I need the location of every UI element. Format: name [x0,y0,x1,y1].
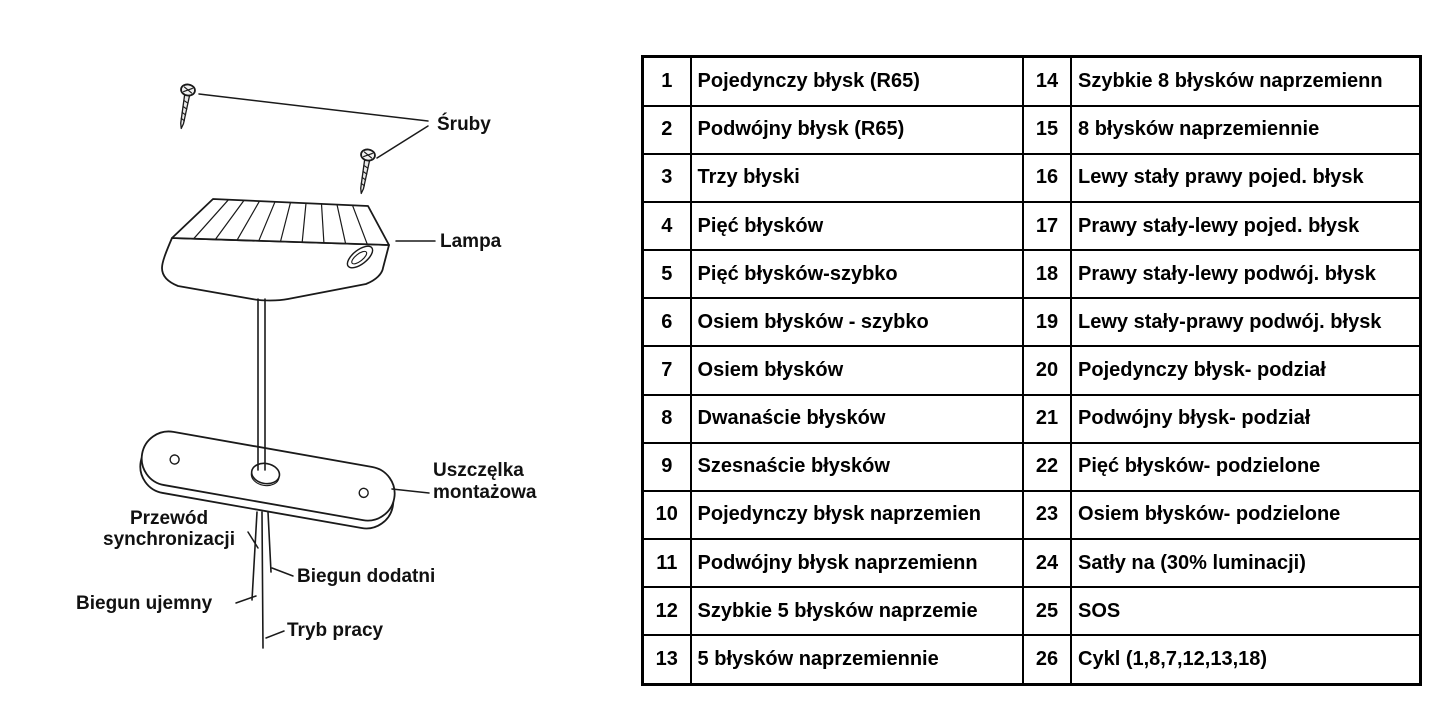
table-row [643,539,1421,587]
table-row [643,587,1421,635]
table-cell-num_right: 14 [1023,57,1071,106]
label-positive-pole: Biegun dodatni [297,566,436,587]
table-cell-num_left: 1 [643,57,691,106]
table-cell-desc_left: Pojedynczy błysk naprzemien [691,491,1023,539]
table-cell-num_left: 11 [643,539,691,587]
label-gasket-line2: montażowa [433,482,537,503]
table-cell-desc_left: 5 błysków naprzemiennie [691,635,1023,684]
table-row [643,298,1421,346]
table-cell-num_right: 22 [1023,443,1071,491]
label-work-mode: Tryb pracy [287,620,384,641]
lamp-shape [162,199,389,301]
table-cell-num_left: 5 [643,250,691,298]
table-cell-num_right: 23 [1023,491,1071,539]
table-cell-desc_left: Trzy błyski [691,154,1023,202]
table-cell-num_left: 12 [643,587,691,635]
table-cell-num_right: 16 [1023,154,1071,202]
label-gasket-line1: Uszczęlka [433,460,524,481]
table-row [643,106,1421,154]
table-cell-desc_left: Pięć błysków [691,202,1023,250]
table-cell-desc_right: Szybkie 8 błysków naprzemienn [1071,57,1420,106]
table-cell-desc_right: Cykl (1,8,7,12,13,18) [1071,635,1420,684]
label-screws: Śruby [437,114,491,135]
label-negative-pole: Biegun ujemny [76,593,213,614]
table-cell-desc_left: Osiem błysków [691,346,1023,394]
screw-icon [354,148,376,194]
table-cell-desc_right: Podwójny błysk- podział [1071,395,1420,443]
label-sync-wire-line2: synchronizacji [103,529,235,550]
table-cell-desc_left: Dwanaście błysków [691,395,1023,443]
table-row [643,635,1421,684]
table-cell-desc_right: Pięć błysków- podzielone [1071,443,1420,491]
table-cell-num_right: 25 [1023,587,1071,635]
table-row [643,250,1421,298]
table-cell-num_left: 7 [643,346,691,394]
table-cell-desc_right: Lewy stały-prawy podwój. błysk [1071,298,1420,346]
table-cell-desc_right: Prawy stały-lewy pojed. błysk [1071,202,1420,250]
table-cell-desc_right: Satły na (30% luminacji) [1071,539,1420,587]
leader-lines [199,94,435,638]
screw-icon [174,83,196,129]
table-cell-desc_right: Pojedynczy błysk- podział [1071,346,1420,394]
table-row [643,491,1421,539]
table-row [643,346,1421,394]
mode-table-body [643,57,1421,685]
flash-mode-table [641,55,1422,686]
label-lamp: Lampa [440,231,502,252]
table-cell-desc_left: Pojedynczy błysk (R65) [691,57,1023,106]
table-cell-num_left: 2 [643,106,691,154]
table-row [643,395,1421,443]
table-cell-num_left: 4 [643,202,691,250]
table-cell-num_right: 15 [1023,106,1071,154]
table-cell-num_right: 17 [1023,202,1071,250]
table-cell-num_left: 10 [643,491,691,539]
table-cell-desc_left: Podwójny błysk naprzemienn [691,539,1023,587]
table-cell-desc_left: Osiem błysków - szybko [691,298,1023,346]
table-cell-desc_right: Lewy stały prawy pojed. błysk [1071,154,1420,202]
table-cell-desc_right: Prawy stały-lewy podwój. błysk [1071,250,1420,298]
table-cell-num_left: 6 [643,298,691,346]
table-cell-desc_right: SOS [1071,587,1420,635]
label-sync-wire-line1: Przewód [129,508,209,529]
table-cell-num_left: 3 [643,154,691,202]
table-cell-desc_right: 8 błysków naprzemiennie [1071,106,1420,154]
table-cell-num_right: 18 [1023,250,1071,298]
table-cell-num_right: 19 [1023,298,1071,346]
table-cell-num_right: 26 [1023,635,1071,684]
table-row [643,202,1421,250]
table-cell-num_left: 9 [643,443,691,491]
lamp-exploded-diagram [0,0,640,727]
table-row [643,443,1421,491]
table-cell-desc_left: Szesnaście błysków [691,443,1023,491]
table-cell-desc_left: Szybkie 5 błysków naprzemie [691,587,1023,635]
table-cell-num_left: 8 [643,395,691,443]
table-cell-num_right: 21 [1023,395,1071,443]
table-cell-desc_left: Pięć błysków-szybko [691,250,1023,298]
table-cell-num_right: 20 [1023,346,1071,394]
table-cell-num_right: 24 [1023,539,1071,587]
table-cell-desc_left: Podwójny błysk (R65) [691,106,1023,154]
table-cell-num_left: 13 [643,635,691,684]
table-row [643,154,1421,202]
table-cell-desc_right: Osiem błysków- podzielone [1071,491,1420,539]
table-row [643,57,1421,106]
